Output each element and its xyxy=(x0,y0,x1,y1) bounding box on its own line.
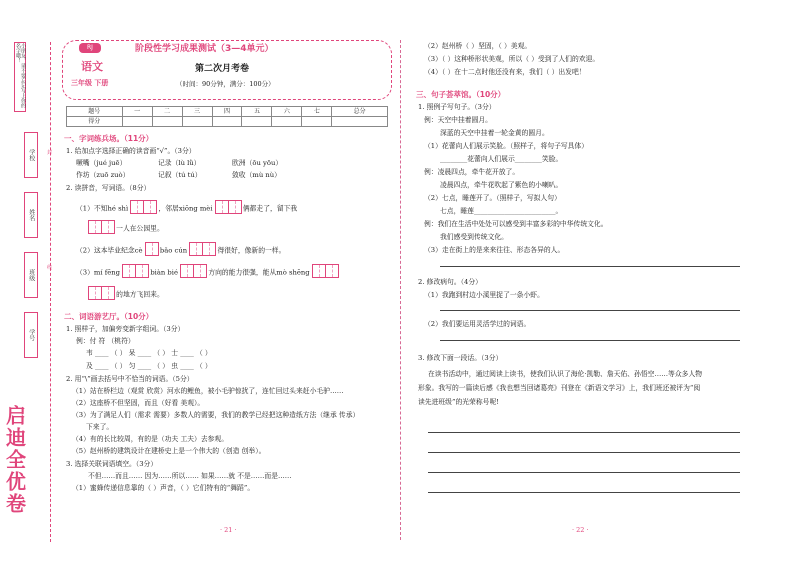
fill-sentence[interactable]: （1）蜜蜂传递信息靠的（ ）声音，（ ）它们特有的“舞蹈”。 xyxy=(72,484,255,492)
char-grid[interactable] xyxy=(122,264,148,280)
cut-line xyxy=(50,42,51,542)
page-right xyxy=(414,40,744,540)
q2-line-2: （2）这本毕业纪念cè bǎo cún 得很好，像新的一样。 xyxy=(76,242,285,258)
answer-line[interactable] xyxy=(428,492,740,493)
pinyin-choice[interactable]: 敛收（mù nù） xyxy=(232,171,281,179)
task: （1）我跑到村边小溪里捉了一条小虾。 xyxy=(424,291,544,299)
example: 例：付 符 （桃符） xyxy=(76,337,135,345)
fill-sentence[interactable]: 七点，睡莲________________________。 xyxy=(440,207,563,215)
answer-line[interactable] xyxy=(440,310,740,311)
char-grid[interactable] xyxy=(88,220,114,236)
class-field[interactable]: 班级 xyxy=(24,252,38,298)
fill-row[interactable]: 及 ____ （ ） 匀 ____ （ ） 虫 ____ （ ） xyxy=(86,362,212,370)
exam-meta: （时间：90分钟，满分：100分） xyxy=(176,80,275,88)
cut-mark: 封 xyxy=(47,150,53,156)
example: 深蓝的天空中挂着一轮金黄的圆月。 xyxy=(440,129,549,137)
fill-sentence[interactable]: （3）（ ）这种桥形状美观，所以（ ）受到了人们的欢迎。 xyxy=(424,55,600,63)
banner-title: 阶段性学习成果测试（3—4单元） xyxy=(135,44,274,54)
q2-line-1: （1）不知hé shì ，邻居xiōng mèi 俩都走了，留下我 xyxy=(76,200,297,216)
header-banner xyxy=(62,40,392,100)
exam-title: 第二次月考卷 xyxy=(195,64,250,74)
task: （1）花蕾向人们展示笑脸。（照样子，将句子写具体） xyxy=(424,142,589,150)
grade-label: 三年级 下册 xyxy=(71,79,109,87)
q2-line-3: （3）mí fēng biàn bié 方向的能力很强，能从mò shēng xyxy=(76,264,338,280)
pinyin-choice[interactable]: 欧洲（ōu yōu） xyxy=(232,159,283,167)
question-2: 2. 读拼音，写词语。（8分） xyxy=(66,184,151,192)
fill-sentence[interactable]: （4）（ ）在十二点时他还没有来，我们（ ）出发吧！ xyxy=(424,68,586,76)
task: （3）走在街上的是来来往往、形态各异的人。 xyxy=(424,246,565,254)
choice-sentence[interactable]: （3）为了满足人们（需求 需要）多数人的需要，我们的教学已经把这种造纸方法（继承 传承） xyxy=(72,411,360,419)
question-6: 1. 照例子写句子。（3分） xyxy=(418,103,496,111)
score-table xyxy=(66,106,388,127)
answer-line[interactable] xyxy=(428,452,740,453)
page-number: · 22 · xyxy=(572,526,589,534)
section-3-heading: 三、句子荟萃馆。（10分） xyxy=(416,90,506,99)
example: 例：凌晨四点，牵牛花开放了。 xyxy=(424,168,520,176)
choice-sentence[interactable]: （4）有的长比较周，有的是（功夫 工夫）去参观。 xyxy=(72,435,229,443)
section-2-heading: 二、词语游艺厅。（10分） xyxy=(64,312,154,321)
example: 例：天空中挂着圆月。 xyxy=(424,116,492,124)
example: 我们感受到传统文化。 xyxy=(440,233,508,241)
rj-badge: RJ xyxy=(79,43,101,53)
question-1: 1. 给加点字选择正确的读音画“√”。（3分） xyxy=(66,147,196,155)
question-3: 1. 照样子，加偏旁变新字组词。（3分） xyxy=(66,325,185,333)
answer-line[interactable] xyxy=(440,266,740,267)
answer-line[interactable] xyxy=(428,432,740,433)
task: （2）七点，睡莲开了。（照样子，写拟人句） xyxy=(424,194,561,202)
conjunction-options: 不但……而且…… 因为……所以…… 如果……就 不是……而是…… xyxy=(88,472,292,480)
paragraph-line: 读先进班级”的光荣称号呢! xyxy=(418,398,499,406)
page-left xyxy=(62,40,392,540)
choice-sentence-cont: 下来了。 xyxy=(86,423,114,431)
student-id-field[interactable]: 学号 xyxy=(24,312,38,358)
question-8: 3. 修改下面一段话。（3分） xyxy=(418,354,503,362)
answer-line[interactable] xyxy=(428,472,740,473)
q2-line-3b: 的地方飞回来。 xyxy=(88,286,164,302)
page-number: · 21 · xyxy=(220,526,237,534)
notice-text: 小朋友，请不要忘记写上你的名字哦！ xyxy=(15,43,26,108)
name-field[interactable]: 姓名 xyxy=(24,192,38,238)
table-row: 得分 xyxy=(67,117,388,127)
char-grid[interactable] xyxy=(312,264,338,280)
char-grid[interactable] xyxy=(130,200,156,216)
q2-line-1b: 一人在公园里。 xyxy=(88,220,164,236)
choice-sentence[interactable]: （5）赵州桥的建筑设计在建桥史上是一个伟大的（创造 创举）。 xyxy=(72,447,266,455)
pinyin-choice[interactable]: 记录（lù lǜ） xyxy=(158,159,201,167)
char-grid[interactable] xyxy=(189,242,215,258)
question-7: 2. 修改病句。（4分） xyxy=(418,278,482,286)
subject-title: 语文 xyxy=(81,60,103,73)
choice-sentence[interactable]: （1）站在桥栏边（观赏 欣赏）河水的鲤鱼，被小毛驴惊扰了，连忙回过头来赶小毛驴…… xyxy=(72,387,344,395)
fill-sentence[interactable]: ________花蕾向人们展示________笑脸。 xyxy=(440,155,563,163)
paragraph-line: 形象。我写的一篇读后感《我也想当回诸葛亮》刊登在《新语文学习》上，我们班还被评为“阅 xyxy=(418,384,701,392)
fill-row[interactable]: 韦 ____ （ ） 呆 ____ （ ） 士 ____ （ ） xyxy=(86,349,212,357)
answer-line[interactable] xyxy=(440,340,740,341)
task: （2）我们要运用灵活学过的词语。 xyxy=(424,320,531,328)
choice-sentence[interactable]: （2）这座桥不但坚固，而且（好看 美观）。 xyxy=(72,399,205,407)
char-grid[interactable] xyxy=(180,264,206,280)
cut-mark: 线 xyxy=(47,265,53,271)
char-grid[interactable] xyxy=(88,286,114,302)
fill-sentence[interactable]: （2）赵州桥（ ）坚固，（ ）美观。 xyxy=(424,42,532,50)
page-divider xyxy=(400,40,401,540)
pinyin-choice[interactable]: 噘嘴（jué juē） xyxy=(76,159,127,167)
char-grid[interactable] xyxy=(215,200,241,216)
school-field[interactable]: 学校 xyxy=(24,132,38,178)
notice-box xyxy=(14,42,26,112)
char-grid[interactable] xyxy=(145,242,158,258)
paragraph-line: 在读书活动中，通过阅读上读书，使我们认识了海伦·凯勒、詹天佑、孙悟空……等众多人物 xyxy=(428,370,703,378)
question-4: 2. 用“\”画去括号中不恰当的词语。（5分） xyxy=(66,375,194,383)
table-row: 题号 一 二 三 四 五 六 七 总分 xyxy=(67,107,388,117)
question-5: 3. 选择关联词语填空。（3分） xyxy=(66,460,158,468)
pinyin-choice[interactable]: 作坊（zuō zuò） xyxy=(76,171,130,179)
brand-logo: 启迪全优卷 xyxy=(2,405,27,515)
sidebar xyxy=(0,0,54,569)
example: 凌晨四点，牵牛花吹起了紫色的小喇叭。 xyxy=(440,181,563,189)
example: 例：我们在生活中处处可以感受到丰富多彩的中华传统文化。 xyxy=(424,220,608,228)
section-1-heading: 一、字词练兵场。（11分） xyxy=(64,134,154,143)
pinyin-choice[interactable]: 记叙（tú tú） xyxy=(158,171,202,179)
